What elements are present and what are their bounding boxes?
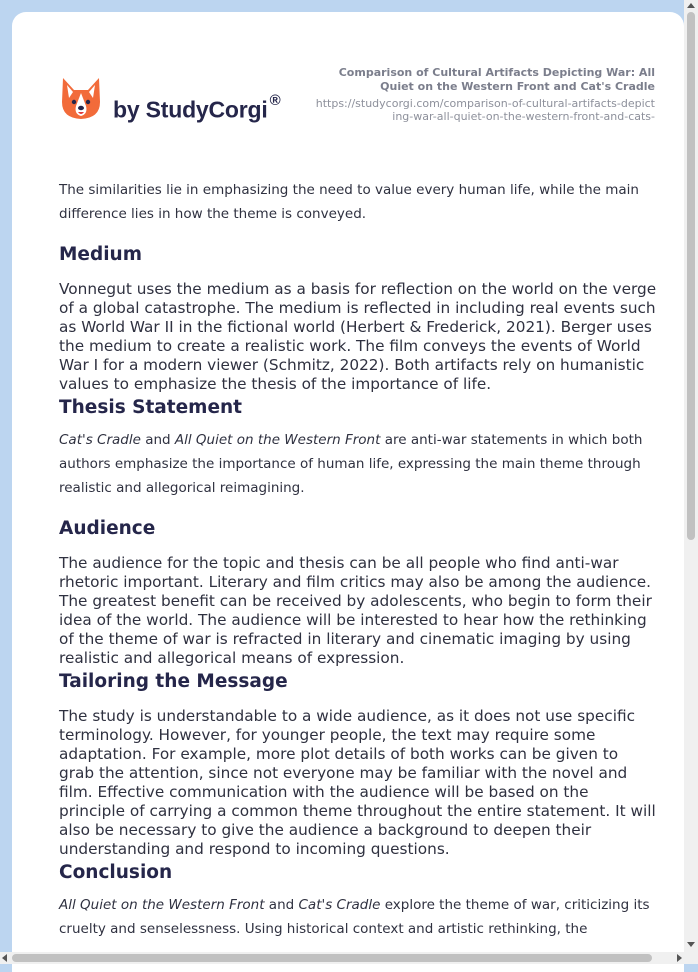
registered-mark: ® bbox=[269, 92, 281, 109]
work-title-cats-cradle-2: Cat's Cradle bbox=[298, 897, 381, 913]
scroll-right-arrow-icon[interactable] bbox=[677, 954, 682, 962]
horizontal-scroll-thumb[interactable] bbox=[12, 954, 652, 962]
horizontal-scrollbar[interactable] bbox=[0, 952, 684, 964]
corgi-logo-icon bbox=[60, 76, 102, 122]
scroll-up-arrow-icon[interactable] bbox=[687, 3, 695, 8]
heading-audience: Audience bbox=[59, 518, 156, 539]
heading-conclusion: Conclusion bbox=[59, 862, 173, 883]
document-title: Comparison of Cultural Artifacts Depicting War: All Quiet on the Western Front and Cat's Cradle bbox=[338, 66, 655, 93]
intro-paragraph: The similarities lie in emphasizing the need to value every human life, while the main difference lies in how the theme is conveyed. bbox=[59, 182, 639, 222]
work-title-cats-cradle: Cat's Cradle bbox=[59, 432, 141, 448]
work-title-all-quiet: All Quiet on the Western Front bbox=[174, 432, 381, 448]
vertical-scrollbar[interactable] bbox=[684, 0, 698, 964]
audience-paragraph: The audience for the topic and thesis can be all people who find anti-war rhetoric important. Literary and film critics may also be among the audience. The greatest benefit can be received by adolescents, who begin to form their idea of the world. The audience will be interested to hear how the rethinking of the theme of war is refracted in literary and cinematic imaging by using realistic and allegorical means of expression. bbox=[59, 554, 652, 667]
page-header bbox=[12, 12, 684, 152]
document-url[interactable]: https://studycorgi.com/comparison-of-cultural-artifacts-depicting-war-all-quiet-on-the-western-front-and-cats- bbox=[315, 97, 655, 123]
tailoring-paragraph: The study is understandable to a wide audience, as it does not use specific terminology. However, for younger people, the text may require some adaptation. For example, more plot details of both works can be given to grab the attention, since not everyone may be familiar with the novel and film. Effective communication with the audience will be based on the principle of carrying a common theme throughout the entire statement. It will also be necessary to give the audience a background to deepen their understanding and respond to incoming questions. bbox=[59, 707, 656, 858]
conclusion-paragraph: All Quiet on the Western Front and Cat's Cradle explore the theme of war, criticizing its cruelty and senselessness. Using historical context and artistic rethinking, the bbox=[59, 897, 650, 937]
medium-paragraph: Vonnegut uses the medium as a basis for reflection on the world on the verge of a global catastrophe. The medium is reflected in including real events such as World War II in the fictional world (Herbert & Frederick, 2021). Berger uses the medium to create a realistic work. The film conveys the events of World War I for a modern viewer (Schmitz, 2022). Both artifacts rely on humanistic values to emphasize the thesis of the importance of life. bbox=[59, 280, 657, 393]
thesis-paragraph: Cat's Cradle and All Quiet on the Western Front are anti-war statements in which both authors emphasize the importance of human life, expressing the main theme through realistic and allegorical reimagining. bbox=[59, 432, 643, 496]
heading-thesis: Thesis Statement bbox=[59, 397, 243, 418]
heading-medium: Medium bbox=[59, 244, 142, 265]
document-body bbox=[59, 178, 657, 941]
document-page bbox=[12, 12, 684, 972]
work-title-all-quiet-2: All Quiet on the Western Front bbox=[59, 897, 265, 913]
vertical-scroll-thumb[interactable] bbox=[687, 12, 695, 540]
brand-name[interactable]: by StudyCorgi ® bbox=[113, 92, 281, 123]
scroll-down-arrow-icon[interactable] bbox=[687, 942, 695, 947]
scroll-left-arrow-icon[interactable] bbox=[2, 954, 7, 962]
heading-tailoring: Tailoring the Message bbox=[59, 671, 288, 692]
